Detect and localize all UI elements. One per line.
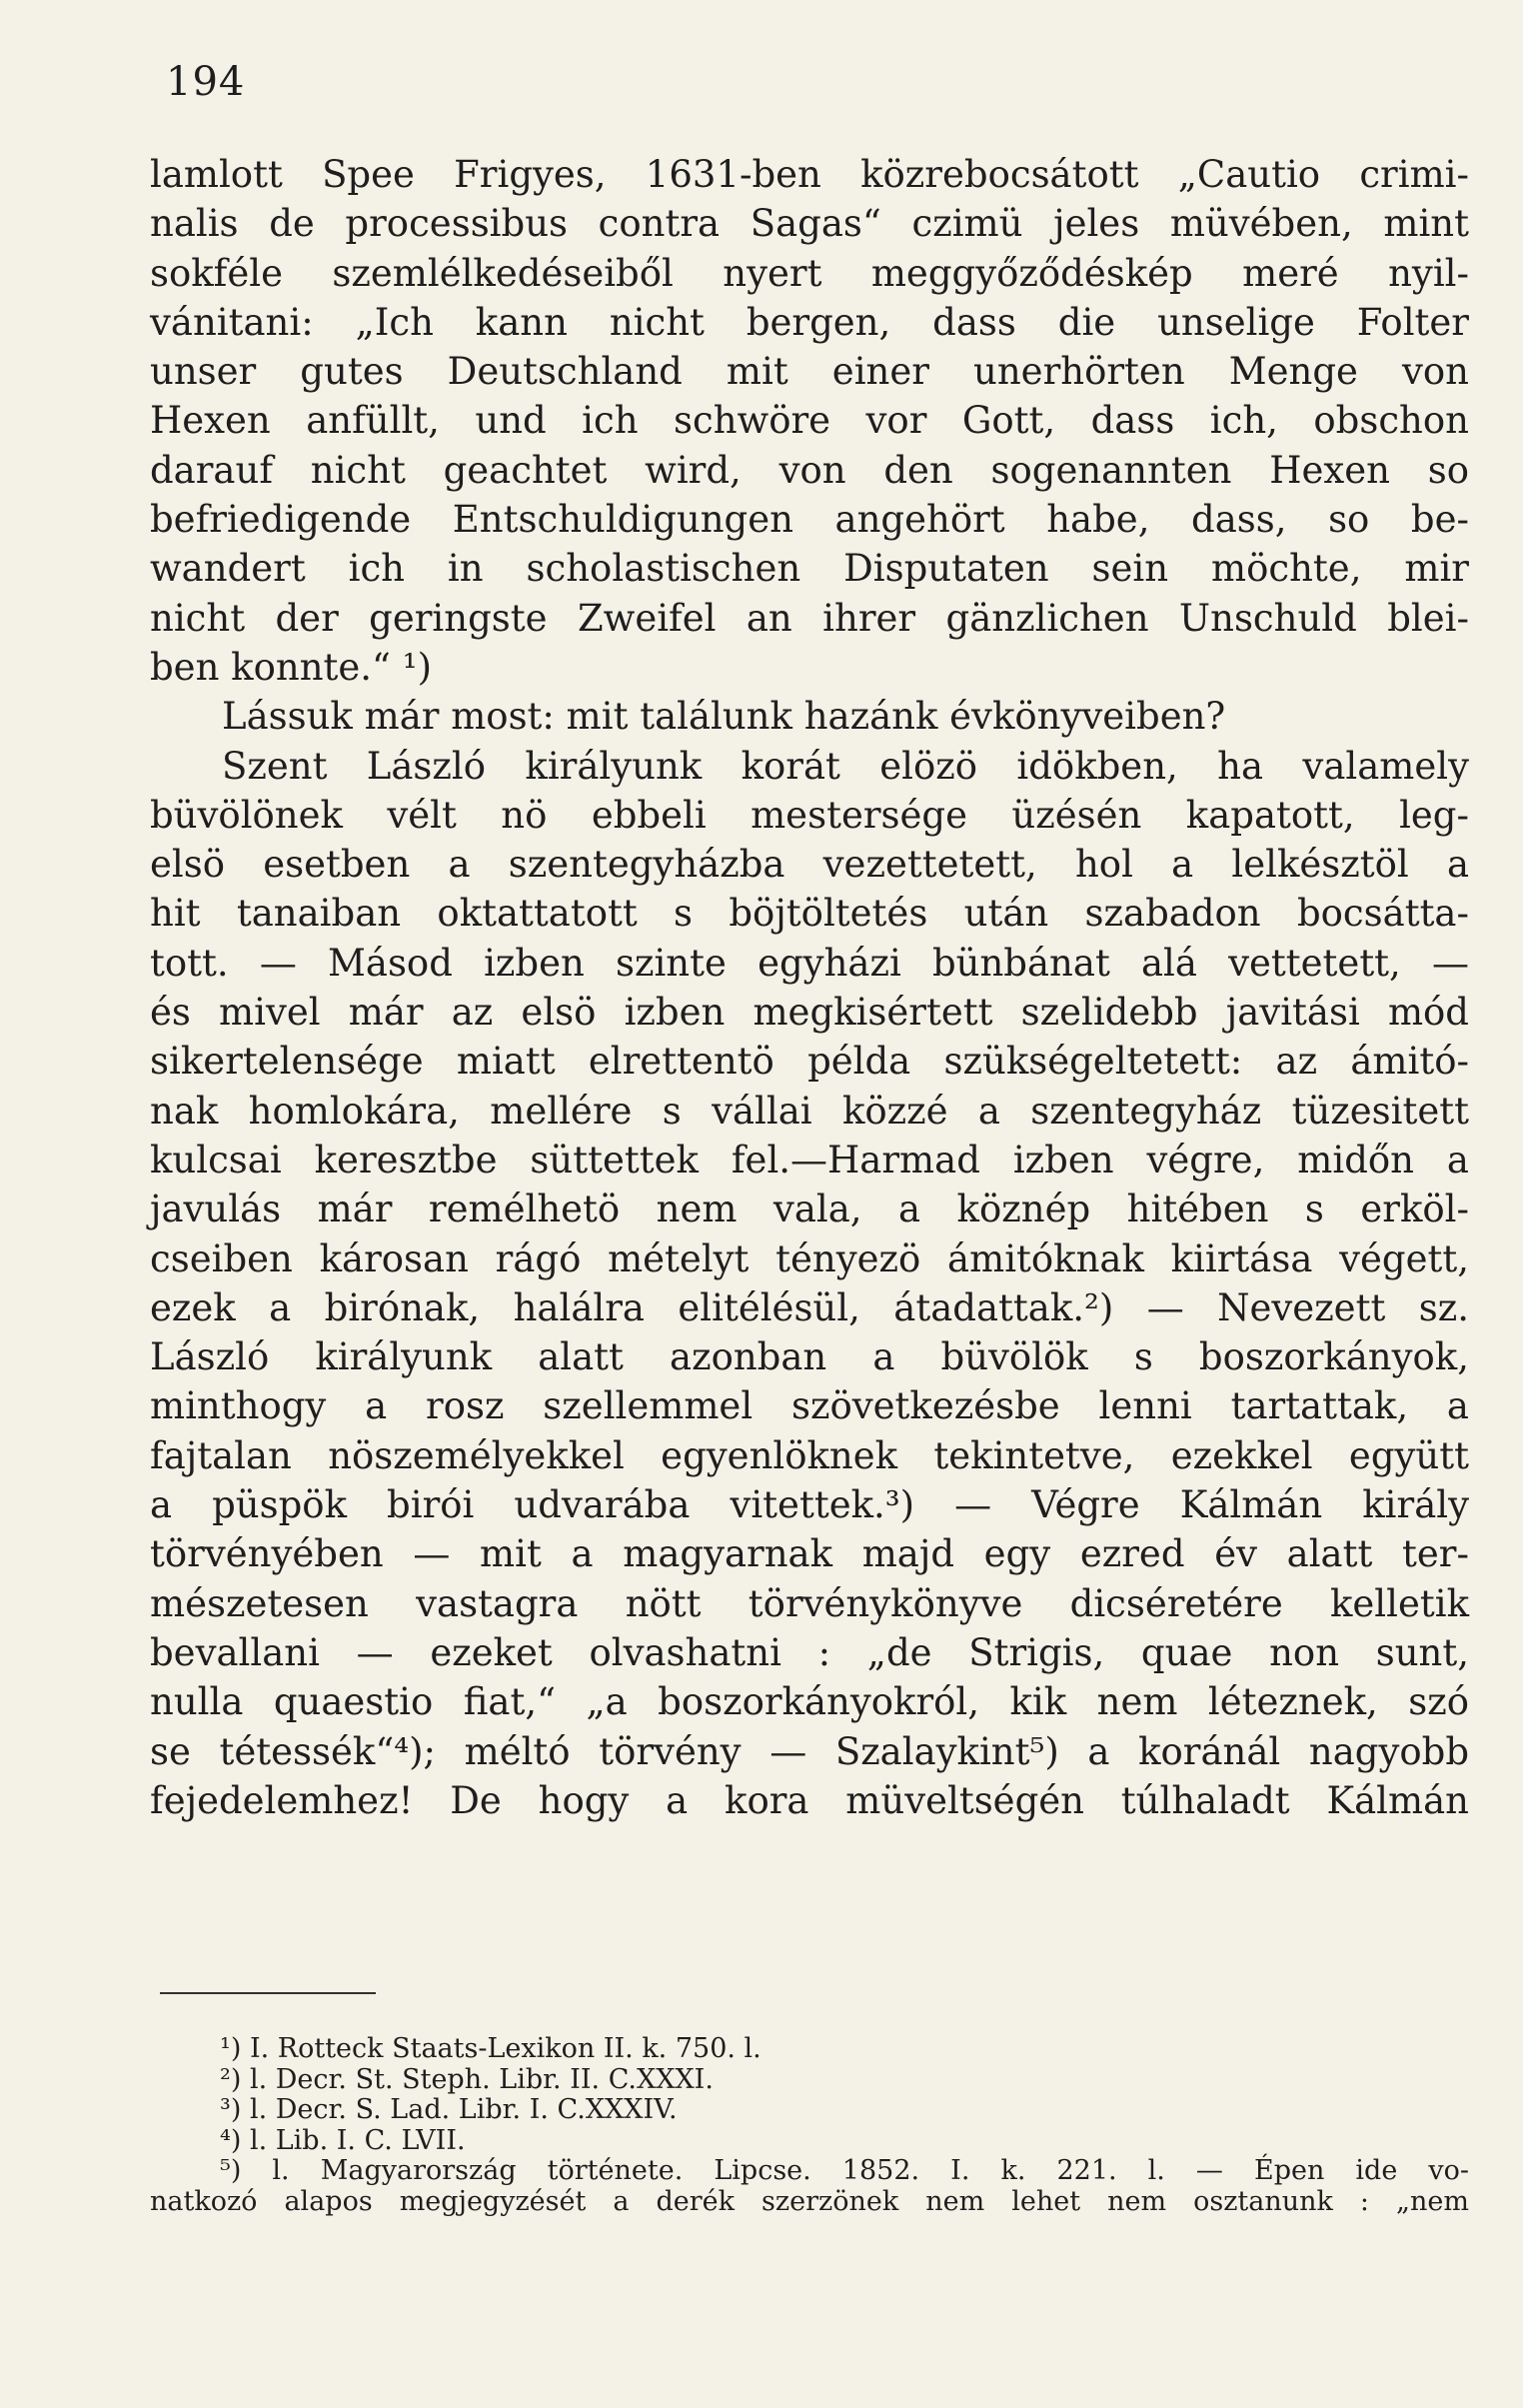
- footnote-divider: [160, 1992, 376, 1994]
- footnote-line: ¹) I. Rotteck Staats-Lexikon II. k. 750. l.: [220, 2033, 762, 2064]
- text-line: nulla quaestio fiat,“ „a boszorkányokról, kik nem léteznek, szó: [150, 1680, 1469, 1724]
- footnote-line: ⁵) l. Magyarország története. Lipcse. 1852. I. k. 221. l. — Épen ide vo-: [220, 2155, 1469, 2186]
- text-line: minthogy a rosz szellemmel szövetkezésbe lenni tartattak, a: [150, 1384, 1469, 1428]
- text-line: wandert ich in scholastischen Disputaten sein möchte, mir: [150, 547, 1469, 591]
- text-line: tott. — Másod izben szinte egyházi bünbánat alá vettetett, —: [150, 941, 1469, 985]
- text-line: fejedelemhez! De hogy a kora müveltségén túlhaladt Kálmán: [150, 1778, 1469, 1822]
- text-line: se tétessék“⁴); méltó törvény — Szalaykint⁵) a koránál nagyobb: [150, 1729, 1469, 1773]
- footnotes: [150, 2034, 1469, 2217]
- page-number: 194: [166, 59, 246, 105]
- text-line: cseiben károsan rágó mételyt tényezö ámitóknak kiirtása végett,: [150, 1236, 1469, 1280]
- footnote-line: natkozó alapos megjegyzését a derék szerzönek nem lehet nem osztanunk : „nem: [150, 2185, 1469, 2217]
- text-line: Hexen anfüllt, und ich schwöre vor Gott, dass ich, obschon: [150, 399, 1469, 443]
- text-line: befriedigende Entschuldigungen angehört habe, dass, so be-: [150, 498, 1469, 542]
- text-line: mészetesen vastagra nött törvénykönyve dicséretére kelletik: [150, 1581, 1469, 1625]
- text-line: kulcsai keresztbe süttettek fel.—Harmad izben végre, midőn a: [150, 1138, 1469, 1182]
- text-line: törvényében — mit a magyarnak majd egy ezred év alatt ter-: [150, 1532, 1469, 1576]
- text-line: unser gutes Deutschland mit einer unerhörten Menge von: [150, 350, 1469, 394]
- footnote-line: ⁴) l. Lib. I. C. LVII.: [220, 2124, 466, 2156]
- main-text: [150, 150, 1469, 1825]
- text-line: nak homlokára, mellére s vállai közzé a szentegyház tüzesitett: [150, 1089, 1469, 1133]
- text-line: javulás már remélhetö nem vala, a köznép hitében s erköl-: [150, 1188, 1469, 1231]
- text-line: sikertelensége miatt elrettentö példa szükségeltetett: az ámitó-: [150, 1040, 1469, 1084]
- text-line: ezek a birónak, halálra elitélésül, átadattak.²) — Nevezett sz.: [150, 1285, 1469, 1329]
- footnote-line: ²) l. Decr. St. Steph. Libr. II. C.XXXI.: [220, 2063, 714, 2095]
- text-line: Szent László királyunk korát elözö idökben, ha valamely: [222, 744, 1469, 788]
- text-line: és mivel már az elsö izben megkisértett szelidebb javitási mód: [150, 991, 1469, 1035]
- text-line: sokféle szemlélkedéseiből nyert meggyőződéskép meré nyil-: [150, 251, 1469, 295]
- text-line: nicht der geringste Zweifel an ihrer gänzlichen Unschuld blei-: [150, 596, 1469, 640]
- text-line: bevallani — ezeket olvashatni : „de Strigis, quae non sunt,: [150, 1630, 1469, 1674]
- text-line: a püspök birói udvarába vitettek.³) — Végre Kálmán király: [150, 1483, 1469, 1527]
- text-line: László királyunk alatt azonban a büvölök s boszorkányok,: [150, 1335, 1469, 1379]
- text-line: lamlott Spee Frigyes, 1631-ben közrebocsátott „Cautio crimi-: [150, 153, 1469, 196]
- text-line: nalis de processibus contra Sagas“ czimü jeles müvében, mint: [150, 202, 1469, 246]
- text-line: vánitani: „Ich kann nicht bergen, dass die unselige Folter: [150, 300, 1469, 344]
- text-line: Lássuk már most: mit találunk hazánk évkönyveiben?: [222, 695, 1226, 739]
- text-line: hit tanaiban oktattatott s böjtöltetés után szabadon bocsátta-: [150, 892, 1469, 936]
- text-line: ben konnte.“ ¹): [150, 645, 432, 689]
- text-line: büvölönek vélt nö ebbeli mestersége üzésén kapatott, leg-: [150, 793, 1469, 837]
- text-line: elsö esetben a szentegyházba vezettetett, hol a lelkésztöl a: [150, 843, 1469, 887]
- footnote-line: ³) l. Decr. S. Lad. Libr. I. C.XXXIV.: [220, 2094, 678, 2125]
- text-line: fajtalan nöszemélyekkel egyenlöknek tekintetve, ezekkel együtt: [150, 1433, 1469, 1477]
- text-line: darauf nicht geachtet wird, von den sogenannten Hexen so: [150, 448, 1469, 492]
